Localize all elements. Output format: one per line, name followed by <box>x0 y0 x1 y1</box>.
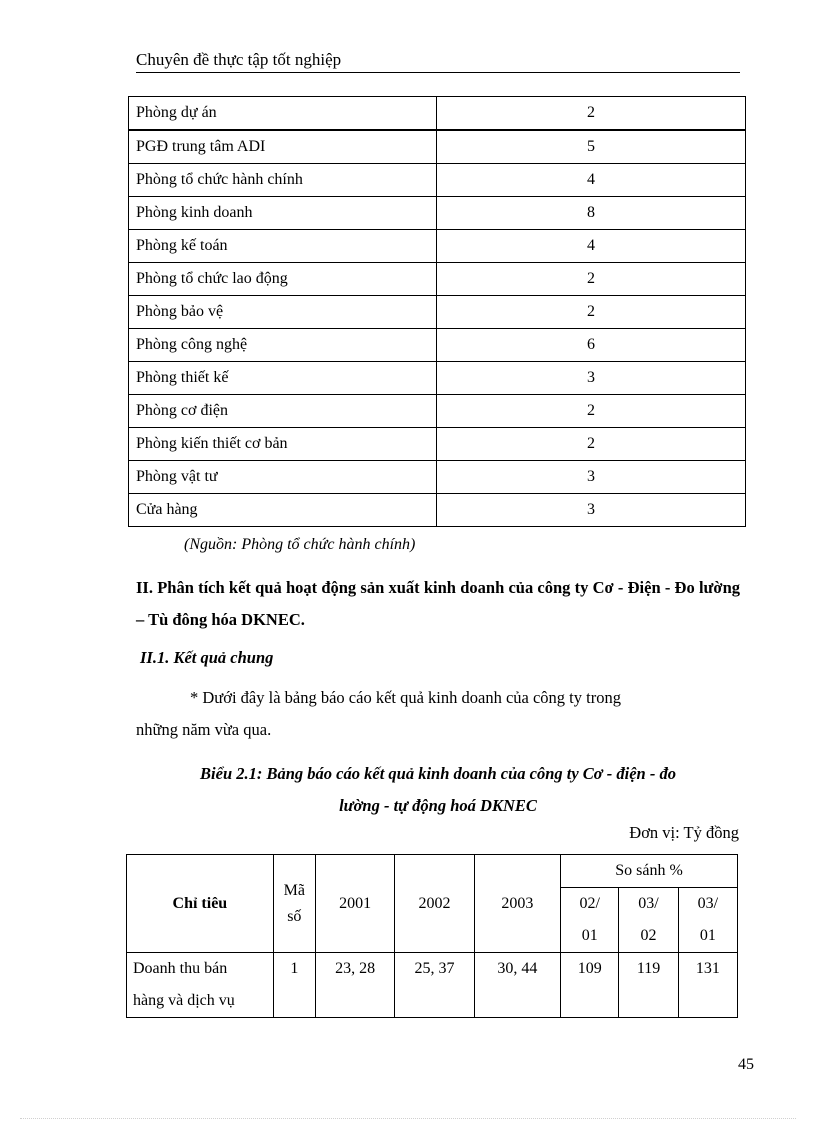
section-heading: II. Phân tích kết quả hoạt động sản xuất kinh doanh của công ty Cơ - Điện - Đo lường – Tù đông hóa DKNEC. <box>136 578 740 629</box>
page-number: 45 <box>738 1056 754 1073</box>
count-cell: 4 <box>437 230 746 263</box>
count-cell: 2 <box>437 263 746 296</box>
row-2001: 23, 28 <box>315 953 394 1018</box>
header-compare-0301 <box>678 888 737 953</box>
row-indicator <box>127 953 274 1018</box>
count-cell: 6 <box>437 329 746 362</box>
dept-cell: Phòng kế toán <box>129 230 437 263</box>
caption-line: Biểu 2.1: Bảng báo cáo kết quả kinh doanh của công ty Cơ - điện - đo <box>200 764 676 783</box>
row-compare-0301: 131 <box>678 953 737 1018</box>
dept-cell: Phòng tổ chức hành chính <box>129 164 437 197</box>
header-2001: 2001 <box>315 855 394 953</box>
row-2003: 30, 44 <box>474 953 560 1018</box>
dept-cell: Phòng công nghệ <box>129 329 437 362</box>
dept-cell: Phòng cơ điện <box>129 395 437 428</box>
unit-label: Đơn vị: Tỷ đồng <box>629 823 739 842</box>
count-cell: 3 <box>437 494 746 527</box>
header-code-line: Mã <box>283 881 305 899</box>
table-row <box>129 296 746 329</box>
footer-divider <box>20 1118 796 1119</box>
subsection-heading: II.1. Kết quả chung <box>140 648 274 667</box>
paragraph-line: những năm vừa qua. <box>136 720 272 739</box>
count-cell: 2 <box>437 97 746 131</box>
table-row <box>129 197 746 230</box>
table-row <box>129 494 746 527</box>
intro-paragraph <box>136 682 740 746</box>
header-compare-0201 <box>561 888 619 953</box>
count-cell: 2 <box>437 395 746 428</box>
count-cell: 2 <box>437 296 746 329</box>
compare-line: 02/ <box>579 895 600 912</box>
table-row <box>129 395 746 428</box>
count-cell: 5 <box>437 130 746 164</box>
indicator-line: Doanh thu bán <box>133 960 228 977</box>
compare-line: 03/ <box>697 895 719 912</box>
count-cell: 3 <box>437 461 746 494</box>
header-indicator: Chỉ tiêu <box>127 855 274 953</box>
compare-line: 03/ <box>638 895 659 912</box>
table-row <box>129 230 746 263</box>
header-2003: 2003 <box>474 855 560 953</box>
paragraph-line: * Dưới đây là bảng báo cáo kết quả kinh doanh của công ty trong <box>190 688 621 707</box>
header-compare: So sánh % <box>561 855 738 888</box>
dept-cell: Phòng dự án <box>129 97 437 131</box>
table-row <box>129 130 746 164</box>
header-code <box>273 855 315 953</box>
count-cell: 4 <box>437 164 746 197</box>
report-header-row <box>127 855 738 888</box>
indicator-line: hàng và dịch vụ <box>133 992 235 1009</box>
report-caption <box>130 758 746 822</box>
source-note: (Nguồn: Phòng tổ chức hành chính) <box>184 536 416 553</box>
page-header <box>136 50 740 73</box>
header-title: Chuyên đề thực tập tốt nghiệp <box>136 50 342 69</box>
table-row <box>129 97 746 131</box>
dept-cell: Phòng kiến thiết cơ bản <box>129 428 437 461</box>
dept-cell: Phòng kinh doanh <box>129 197 437 230</box>
row-2002: 25, 37 <box>395 953 474 1018</box>
table-row <box>129 461 746 494</box>
dept-cell: Cửa hàng <box>129 494 437 527</box>
header-2002: 2002 <box>395 855 474 953</box>
row-code: 1 <box>273 953 315 1018</box>
row-compare-0201: 109 <box>561 953 619 1018</box>
report-data-row <box>127 953 738 1018</box>
staff-table <box>128 96 746 527</box>
compare-line: 01 <box>699 927 716 944</box>
report-table <box>126 854 738 1018</box>
count-cell: 3 <box>437 362 746 395</box>
caption-line: lường - tự động hoá DKNEC <box>339 796 537 815</box>
table-row <box>129 428 746 461</box>
table-row <box>129 362 746 395</box>
dept-cell: Phòng tổ chức lao động <box>129 263 437 296</box>
dept-cell: Phòng vật tư <box>129 461 437 494</box>
table-row <box>129 263 746 296</box>
dept-cell: Phòng bảo vệ <box>129 296 437 329</box>
row-compare-0302: 119 <box>619 953 678 1018</box>
compare-line: 01 <box>581 927 598 944</box>
dept-cell: Phòng thiết kế <box>129 362 437 395</box>
count-cell: 8 <box>437 197 746 230</box>
table-row <box>129 164 746 197</box>
table-row <box>129 329 746 362</box>
dept-cell: PGĐ trung tâm ADI <box>129 130 437 164</box>
header-compare-0302 <box>619 888 678 953</box>
compare-line: 02 <box>640 927 657 944</box>
header-code-line: số <box>287 907 302 925</box>
count-cell: 2 <box>437 428 746 461</box>
